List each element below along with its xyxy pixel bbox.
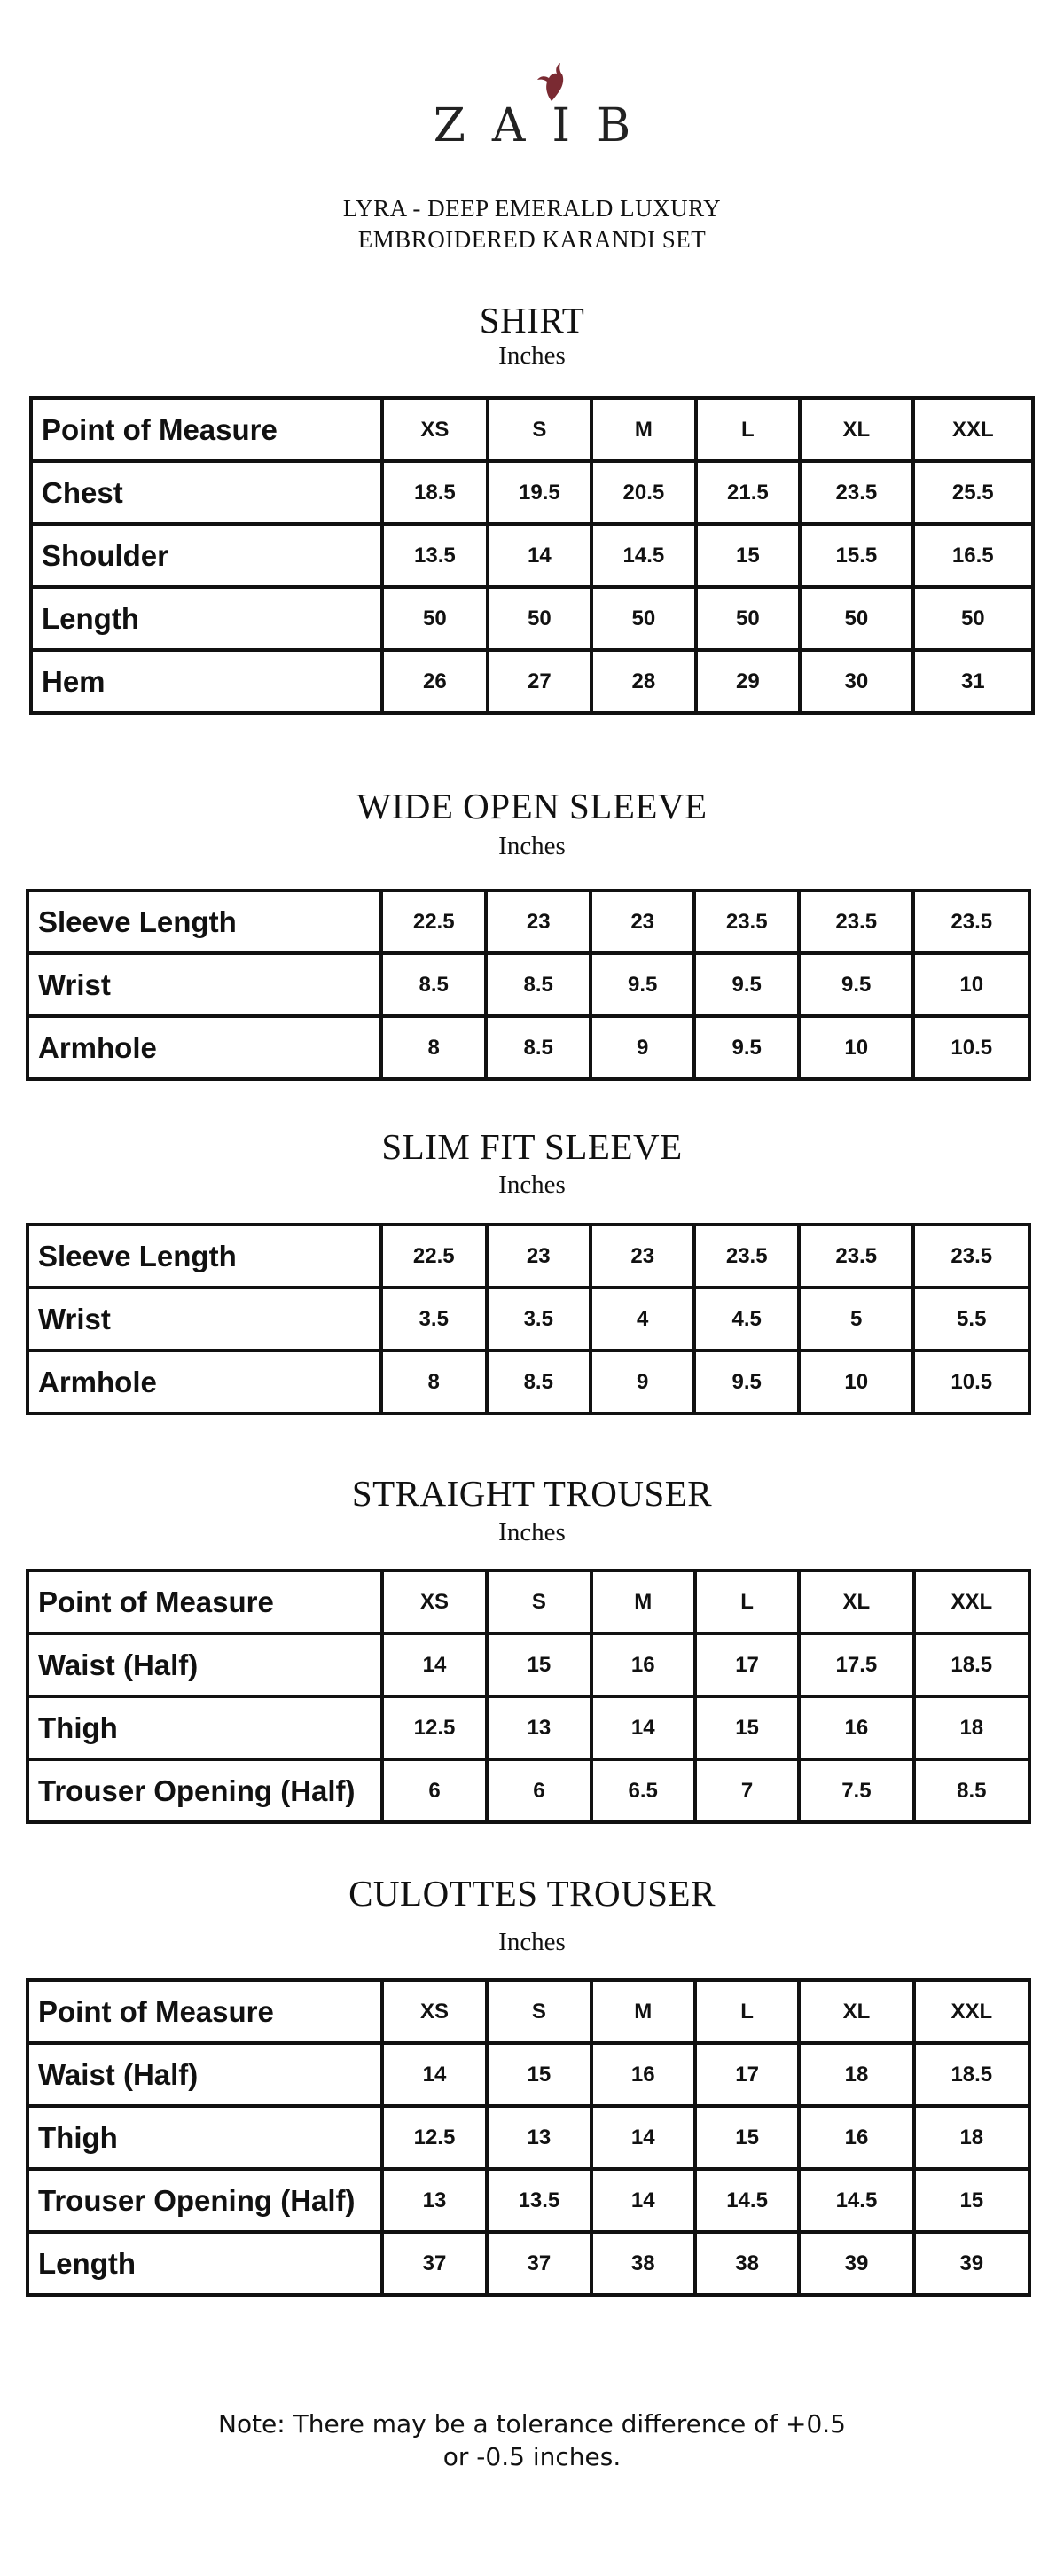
- culottes-trouser-unit: Inches: [498, 1928, 566, 1956]
- size-value: 8: [381, 1351, 487, 1413]
- size-value: 23.5: [799, 1225, 913, 1288]
- size-value: 50: [913, 587, 1033, 650]
- shirt-section-title: SHIRT: [479, 300, 585, 341]
- size-value: M: [591, 1980, 695, 2043]
- size-value: 4: [591, 1288, 694, 1351]
- size-value: 50: [800, 587, 912, 650]
- size-value: 27: [488, 650, 592, 713]
- measure-label: Shoulder: [31, 524, 382, 587]
- measure-label: Length: [27, 2232, 382, 2295]
- size-value: 3.5: [487, 1288, 591, 1351]
- size-value: M: [591, 1570, 695, 1633]
- measure-label: Armhole: [27, 1016, 381, 1079]
- table-row: [27, 1016, 1029, 1079]
- size-value: 9.5: [591, 953, 694, 1016]
- size-value: 14: [591, 2106, 695, 2169]
- measure-label: Point of Measure: [27, 1570, 382, 1633]
- size-value: 29: [696, 650, 801, 713]
- size-value: 23: [591, 1225, 694, 1288]
- table-row: [27, 1351, 1029, 1413]
- size-value: 22.5: [381, 890, 487, 953]
- size-value: 13: [487, 1696, 591, 1759]
- size-value: 50: [696, 587, 801, 650]
- table-row: [27, 2043, 1029, 2106]
- shirt-unit: Inches: [498, 341, 566, 370]
- size-value: XXL: [914, 1980, 1029, 2043]
- size-value: M: [591, 398, 696, 461]
- wide-sleeve-table: [26, 889, 1031, 1081]
- size-value: XXL: [913, 398, 1033, 461]
- size-value: 15: [487, 2043, 591, 2106]
- size-value: 23: [487, 1225, 591, 1288]
- size-value: 23.5: [799, 890, 913, 953]
- size-value: 10: [799, 1016, 913, 1079]
- size-value: L: [695, 1570, 799, 1633]
- size-value: 10.5: [913, 1351, 1029, 1413]
- size-value: 30: [800, 650, 912, 713]
- measure-label: Wrist: [27, 953, 381, 1016]
- size-value: 13.5: [487, 2169, 591, 2232]
- table-row: [27, 2169, 1029, 2232]
- size-value: 23.5: [800, 461, 912, 524]
- measure-label: Armhole: [27, 1351, 381, 1413]
- slim-sleeve-section-title: SLIM FIT SLEEVE: [381, 1126, 683, 1167]
- table-header-row: [31, 398, 1033, 461]
- size-value: 14: [488, 524, 592, 587]
- size-value: 8: [381, 1016, 487, 1079]
- measure-label: Sleeve Length: [27, 890, 381, 953]
- size-value: S: [487, 1570, 591, 1633]
- measure-label: Trouser Opening (Half): [27, 2169, 382, 2232]
- size-value: 37: [487, 2232, 591, 2295]
- table-row: [27, 1633, 1029, 1696]
- size-value: 18: [914, 1696, 1029, 1759]
- size-value: S: [487, 1980, 591, 2043]
- size-value: L: [695, 1980, 799, 2043]
- size-value: 23: [486, 890, 590, 953]
- measure-label: Point of Measure: [27, 1980, 382, 2043]
- size-value: 23: [591, 890, 694, 953]
- size-value: 15: [695, 2106, 799, 2169]
- size-value: 15: [487, 1633, 591, 1696]
- size-value: XS: [382, 398, 488, 461]
- product-title-line1: LYRA - DEEP EMERALD LUXURY: [342, 195, 722, 222]
- size-value: XL: [799, 1980, 913, 2043]
- size-value: 8.5: [486, 953, 590, 1016]
- size-value: 17: [695, 2043, 799, 2106]
- size-value: 19.5: [488, 461, 592, 524]
- measure-label: Sleeve Length: [27, 1225, 381, 1288]
- straight-trouser-section-title: STRAIGHT TROUSER: [351, 1473, 713, 1514]
- measure-label: Hem: [31, 650, 382, 713]
- size-value: 8.5: [487, 1351, 591, 1413]
- wide-sleeve-unit: Inches: [498, 832, 566, 860]
- table-row: [31, 524, 1033, 587]
- size-value: 12.5: [382, 1696, 487, 1759]
- size-value: 23.5: [913, 1225, 1029, 1288]
- size-value: 21.5: [696, 461, 801, 524]
- size-value: S: [488, 398, 592, 461]
- size-value: 14: [382, 2043, 487, 2106]
- size-value: 28: [591, 650, 696, 713]
- size-value: 25.5: [913, 461, 1033, 524]
- tolerance-note-line1: Note: There may be a tolerance difference of +0.5: [218, 2409, 846, 2439]
- size-value: 9.5: [694, 953, 799, 1016]
- size-value: 9.5: [694, 1016, 799, 1079]
- product-title: [0, 193, 1064, 255]
- table-row: [27, 890, 1029, 953]
- size-value: 10: [799, 1351, 913, 1413]
- size-value: 7: [695, 1759, 799, 1822]
- size-value: 16: [591, 2043, 695, 2106]
- size-value: XL: [799, 1570, 913, 1633]
- size-value: 16: [591, 1633, 695, 1696]
- size-value: 26: [382, 650, 488, 713]
- size-value: 16.5: [913, 524, 1033, 587]
- size-value: XS: [382, 1980, 487, 2043]
- size-value: 18.5: [382, 461, 488, 524]
- tolerance-note: [0, 2408, 1064, 2473]
- size-value: 37: [382, 2232, 487, 2295]
- size-value: 18.5: [914, 1633, 1029, 1696]
- size-value: 6: [382, 1759, 487, 1822]
- measure-label: Wrist: [27, 1288, 381, 1351]
- size-value: 6.5: [591, 1759, 695, 1822]
- size-value: 10: [913, 953, 1029, 1016]
- size-value: L: [696, 398, 801, 461]
- table-row: [27, 1288, 1029, 1351]
- size-value: XXL: [914, 1570, 1029, 1633]
- measure-label: Waist (Half): [27, 2043, 382, 2106]
- size-value: 10.5: [913, 1016, 1029, 1079]
- size-value: 8.5: [486, 1016, 590, 1079]
- size-value: 4.5: [694, 1288, 799, 1351]
- slim-sleeve-table: [26, 1223, 1031, 1415]
- size-value: 15: [914, 2169, 1029, 2232]
- size-value: 18: [799, 2043, 913, 2106]
- tolerance-note-line2: or -0.5 inches.: [442, 2442, 622, 2471]
- size-value: 17.5: [799, 1633, 913, 1696]
- size-value: 15: [696, 524, 801, 587]
- table-row: [31, 587, 1033, 650]
- size-value: 5.5: [913, 1288, 1029, 1351]
- size-value: 14: [591, 2169, 695, 2232]
- table-row: [31, 650, 1033, 713]
- size-value: 39: [914, 2232, 1029, 2295]
- size-value: 9.5: [799, 953, 913, 1016]
- wide-sleeve-section-title: WIDE OPEN SLEEVE: [356, 786, 708, 826]
- table-row: [27, 1225, 1029, 1288]
- size-value: 16: [799, 1696, 913, 1759]
- size-value: 9: [591, 1016, 694, 1079]
- measure-label: Thigh: [27, 1696, 382, 1759]
- size-value: XS: [382, 1570, 487, 1633]
- shirt-table: [29, 396, 1035, 715]
- size-value: 6: [487, 1759, 591, 1822]
- straight-trouser-unit: Inches: [498, 1518, 566, 1546]
- measure-label: Length: [31, 587, 382, 650]
- table-row: [27, 1696, 1029, 1759]
- brand-logo: [0, 62, 1064, 160]
- size-value: 13.5: [382, 524, 488, 587]
- size-value: 39: [799, 2232, 913, 2295]
- size-value: 14.5: [591, 524, 696, 587]
- slim-sleeve-unit: Inches: [498, 1171, 566, 1199]
- size-value: 5: [799, 1288, 913, 1351]
- size-value: 12.5: [382, 2106, 487, 2169]
- size-value: 16: [799, 2106, 913, 2169]
- straight-trouser-table: [26, 1569, 1031, 1824]
- measure-label: Waist (Half): [27, 1633, 382, 1696]
- size-value: 38: [695, 2232, 799, 2295]
- measure-label: Trouser Opening (Half): [27, 1759, 382, 1822]
- size-value: 18.5: [914, 2043, 1029, 2106]
- table-row: [31, 461, 1033, 524]
- size-value: 23.5: [694, 890, 799, 953]
- size-value: 31: [913, 650, 1033, 713]
- measure-label: Thigh: [27, 2106, 382, 2169]
- table-row: [27, 1759, 1029, 1822]
- size-value: 50: [488, 587, 592, 650]
- size-value: 14.5: [695, 2169, 799, 2232]
- size-value: 13: [487, 2106, 591, 2169]
- table-header-row: [27, 1980, 1029, 2043]
- size-value: 9: [591, 1351, 694, 1413]
- size-value: 14: [382, 1633, 487, 1696]
- table-header-row: [27, 1570, 1029, 1633]
- size-value: 8.5: [381, 953, 487, 1016]
- size-value: 18: [914, 2106, 1029, 2169]
- measure-label: Chest: [31, 461, 382, 524]
- culottes-trouser-table: [26, 1978, 1031, 2297]
- measure-label: Point of Measure: [31, 398, 382, 461]
- size-value: XL: [800, 398, 912, 461]
- size-value: 13: [382, 2169, 487, 2232]
- size-value: 20.5: [591, 461, 696, 524]
- product-title-line2: EMBROIDERED KARANDI SET: [357, 226, 707, 253]
- table-row: [27, 2232, 1029, 2295]
- size-value: 15.5: [800, 524, 912, 587]
- size-value: 9.5: [694, 1351, 799, 1413]
- table-row: [27, 953, 1029, 1016]
- size-value: 7.5: [799, 1759, 913, 1822]
- size-value: 14: [591, 1696, 695, 1759]
- size-value: 23.5: [913, 890, 1029, 953]
- size-value: 14.5: [799, 2169, 913, 2232]
- size-value: 15: [695, 1696, 799, 1759]
- size-value: 50: [591, 587, 696, 650]
- size-value: 38: [591, 2232, 695, 2295]
- logo-wordmark: ZAIB: [433, 99, 658, 153]
- size-value: 23.5: [694, 1225, 799, 1288]
- size-value: 8.5: [914, 1759, 1029, 1822]
- size-value: 22.5: [381, 1225, 487, 1288]
- size-value: 3.5: [381, 1288, 487, 1351]
- table-row: [27, 2106, 1029, 2169]
- culottes-trouser-section-title: CULOTTES TROUSER: [348, 1873, 716, 1914]
- size-value: 17: [695, 1633, 799, 1696]
- size-value: 50: [382, 587, 488, 650]
